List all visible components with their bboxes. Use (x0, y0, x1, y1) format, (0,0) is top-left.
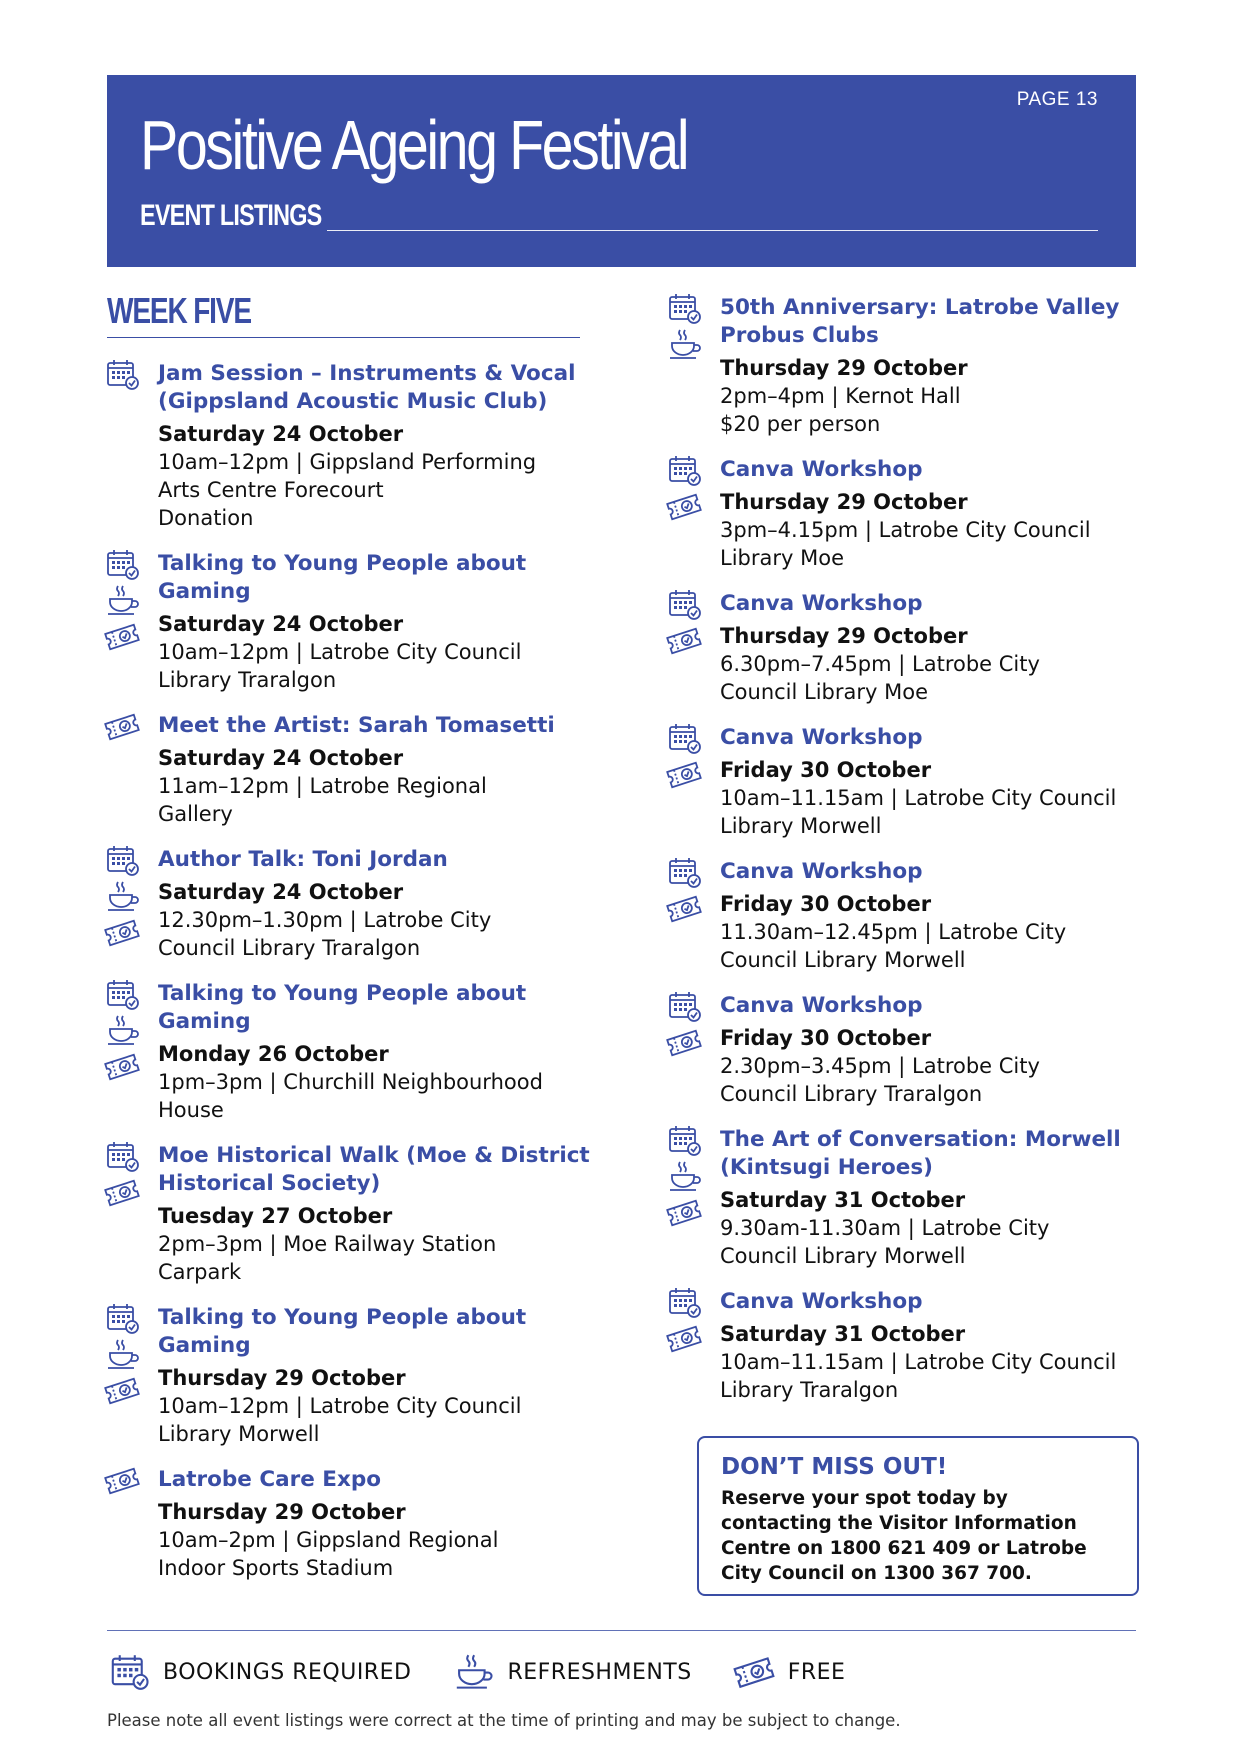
event-detail: Council Library Traralgon (158, 936, 421, 960)
event-date: Thursday 29 October (158, 1500, 406, 1524)
event-icons (103, 548, 143, 653)
event-detail: Indoor Sports Stadium (158, 1556, 394, 1580)
event-title: The Art of Conversation: Morwell (Kintsugi Heroes) (720, 1127, 1121, 1180)
calendar-icon (103, 1140, 141, 1173)
header-banner (107, 75, 1136, 267)
event-detail: 11am–12pm | Latrobe Regional (158, 774, 487, 798)
event-title: Canva Workshop (720, 1289, 923, 1314)
cup-icon (451, 1652, 495, 1692)
callout-box (697, 1436, 1139, 1596)
event-icons (665, 454, 705, 523)
cup-icon (103, 880, 141, 913)
event-date: Friday 30 October (720, 758, 932, 782)
event-icons (103, 844, 143, 949)
event-detail: Donation (158, 506, 254, 530)
event-date: Saturday 24 October (158, 422, 404, 446)
event-title: Talking to Young People about Gaming (158, 551, 527, 604)
ticket-icon (103, 916, 141, 949)
legend-item (107, 1652, 411, 1692)
calendar-icon (665, 588, 703, 621)
event-detail: Library Morwell (720, 814, 882, 838)
event-icons (103, 1464, 143, 1497)
ticket-icon (103, 1050, 141, 1083)
ticket-icon (103, 620, 141, 653)
event-date: Thursday 29 October (720, 624, 968, 648)
event-item (103, 980, 593, 1124)
event-date: Thursday 29 October (720, 356, 968, 380)
ticket-icon (103, 710, 141, 743)
event-title: Canva Workshop (720, 993, 923, 1018)
page-title: Positive Ageing Festival (140, 106, 688, 184)
legend-item (451, 1652, 691, 1692)
event-detail: House (158, 1098, 224, 1122)
event-item (665, 1126, 1155, 1270)
event-detail: 10am–12pm | Latrobe City Council (158, 640, 522, 664)
ticket-icon (103, 1176, 141, 1209)
cup-icon (103, 1014, 141, 1047)
event-icons (665, 722, 705, 791)
calendar-icon (665, 856, 703, 889)
event-icons (665, 990, 705, 1059)
event-detail: 6.30pm–7.45pm | Latrobe City (720, 652, 1040, 676)
event-title: 50th Anniversary: Latrobe Valley Probus Clubs (720, 295, 1120, 348)
event-item (103, 360, 593, 532)
calendar-icon (665, 990, 703, 1023)
event-detail: 10am–11.15am | Latrobe City Council (720, 1350, 1117, 1374)
event-detail: 1pm–3pm | Churchill Neighbourhood (158, 1070, 543, 1094)
event-title: Canva Workshop (720, 591, 923, 616)
event-item (665, 456, 1155, 572)
event-title: Moe Historical Walk (Moe & District Historical Society) (158, 1143, 590, 1196)
event-title: Latrobe Care Expo (158, 1467, 381, 1492)
event-detail: Arts Centre Forecourt (158, 478, 384, 502)
event-date: Friday 30 October (720, 892, 932, 916)
event-detail: Council Library Traralgon (720, 1082, 983, 1106)
event-title: Author Talk: Toni Jordan (158, 847, 448, 872)
event-detail: Library Traralgon (720, 1378, 899, 1402)
cup-icon (103, 584, 141, 617)
event-item (103, 1142, 593, 1286)
event-icons (665, 588, 705, 657)
ticket-icon (665, 758, 703, 791)
event-item (103, 846, 593, 962)
ticket-icon (732, 1652, 776, 1692)
legend-label: BOOKINGS REQUIRED (163, 1659, 412, 1685)
ticket-icon (665, 1322, 703, 1355)
event-item (103, 550, 593, 694)
ticket-icon (103, 1374, 141, 1407)
legend-label: REFRESHMENTS (507, 1659, 692, 1685)
event-detail: 10am–12pm | Latrobe City Council (158, 1394, 522, 1418)
event-date: Tuesday 27 October (158, 1204, 393, 1228)
event-icons (665, 1286, 705, 1355)
event-item (103, 712, 593, 828)
calendar-icon (665, 454, 703, 487)
event-title: Canva Workshop (720, 725, 923, 750)
section-heading: WEEK FIVE (107, 290, 251, 331)
subtitle-divider (327, 230, 1098, 231)
event-date: Thursday 29 October (158, 1366, 406, 1390)
events-column-left (103, 360, 593, 1600)
event-detail: Council Library Moe (720, 680, 929, 704)
event-detail: Library Moe (720, 546, 844, 570)
event-detail: Library Morwell (158, 1422, 320, 1446)
event-detail: 9.30am-11.30am | Latrobe City (720, 1216, 1050, 1240)
event-item (103, 1466, 593, 1582)
ticket-icon (665, 892, 703, 925)
event-date: Monday 26 October (158, 1042, 389, 1066)
event-detail: 10am–2pm | Gippsland Regional (158, 1528, 499, 1552)
ticket-icon (665, 624, 703, 657)
ticket-icon (103, 1464, 141, 1497)
event-detail: Council Library Morwell (720, 1244, 966, 1268)
event-detail: 10am–12pm | Gippsland Performing (158, 450, 537, 474)
event-title: Canva Workshop (720, 859, 923, 884)
event-detail: 3pm–4.15pm | Latrobe City Council (720, 518, 1091, 542)
event-detail: 11.30am–12.45pm | Latrobe City (720, 920, 1067, 944)
legend-label: FREE (787, 1659, 846, 1685)
event-detail: 2.30pm–3.45pm | Latrobe City (720, 1054, 1040, 1078)
callout-body: Reserve your spot today by contacting the Visitor Information Centre on 1800 621 409 or Latrobe City Council on 1300 367 700. (721, 1488, 1087, 1584)
event-detail: 10am–11.15am | Latrobe City Council (720, 786, 1117, 810)
event-date: Saturday 31 October (720, 1322, 966, 1346)
event-icons (665, 1124, 705, 1229)
event-title: Meet the Artist: Sarah Tomasetti (158, 713, 555, 738)
section-divider (107, 337, 580, 338)
cup-icon (103, 1338, 141, 1371)
calendar-icon (665, 722, 703, 755)
event-date: Saturday 24 October (158, 880, 404, 904)
event-title: Canva Workshop (720, 457, 923, 482)
event-icons (665, 292, 705, 361)
event-detail: Council Library Morwell (720, 948, 966, 972)
event-date: Saturday 24 October (158, 612, 404, 636)
event-item (665, 858, 1155, 974)
event-detail: Library Traralgon (158, 668, 337, 692)
event-item (665, 1288, 1155, 1404)
event-detail: 2pm–3pm | Moe Railway Station (158, 1232, 497, 1256)
calendar-icon (103, 1302, 141, 1335)
ticket-icon (665, 490, 703, 523)
event-icons (665, 856, 705, 925)
event-title: Jam Session – Instruments & Vocal (Gippsland Acoustic Music Club) (158, 361, 576, 414)
event-detail: $20 per person (720, 412, 881, 436)
event-icons (103, 710, 143, 743)
event-date: Friday 30 October (720, 1026, 932, 1050)
calendar-icon (103, 844, 141, 877)
event-item (665, 724, 1155, 840)
event-item (665, 992, 1155, 1108)
calendar-icon (107, 1652, 151, 1692)
calendar-icon (665, 1124, 703, 1157)
event-title: Talking to Young People about Gaming (158, 1305, 527, 1358)
page-subtitle: EVENT LISTINGS (140, 199, 322, 232)
event-title: Talking to Young People about Gaming (158, 981, 527, 1034)
legend-item (732, 1652, 846, 1692)
event-detail: 12.30pm–1.30pm | Latrobe City (158, 908, 492, 932)
event-icons (103, 978, 143, 1083)
event-detail: Gallery (158, 802, 233, 826)
calendar-icon (103, 978, 141, 1011)
event-date: Saturday 24 October (158, 746, 404, 770)
event-item (665, 294, 1155, 438)
calendar-icon (665, 292, 703, 325)
event-item (665, 590, 1155, 706)
callout-title: DON’T MISS OUT! (721, 1454, 948, 1480)
event-item (103, 1304, 593, 1448)
cup-icon (665, 328, 703, 361)
event-icons (103, 1140, 143, 1209)
disclaimer: Please note all event listings were correct at the time of printing and may be subject to change. (107, 1711, 901, 1730)
event-icons (103, 358, 143, 391)
event-detail: Carpark (158, 1260, 242, 1284)
event-date: Saturday 31 October (720, 1188, 966, 1212)
event-icons (103, 1302, 143, 1407)
cup-icon (665, 1160, 703, 1193)
calendar-icon (103, 548, 141, 581)
ticket-icon (665, 1196, 703, 1229)
footer-divider (107, 1630, 1136, 1631)
icon-legend (107, 1652, 885, 1692)
event-date: Thursday 29 October (720, 490, 968, 514)
calendar-icon (665, 1286, 703, 1319)
event-detail: 2pm–4pm | Kernot Hall (720, 384, 961, 408)
calendar-icon (103, 358, 141, 391)
events-column-right (665, 294, 1155, 1422)
ticket-icon (665, 1026, 703, 1059)
page-number: PAGE 13 (1016, 89, 1098, 110)
